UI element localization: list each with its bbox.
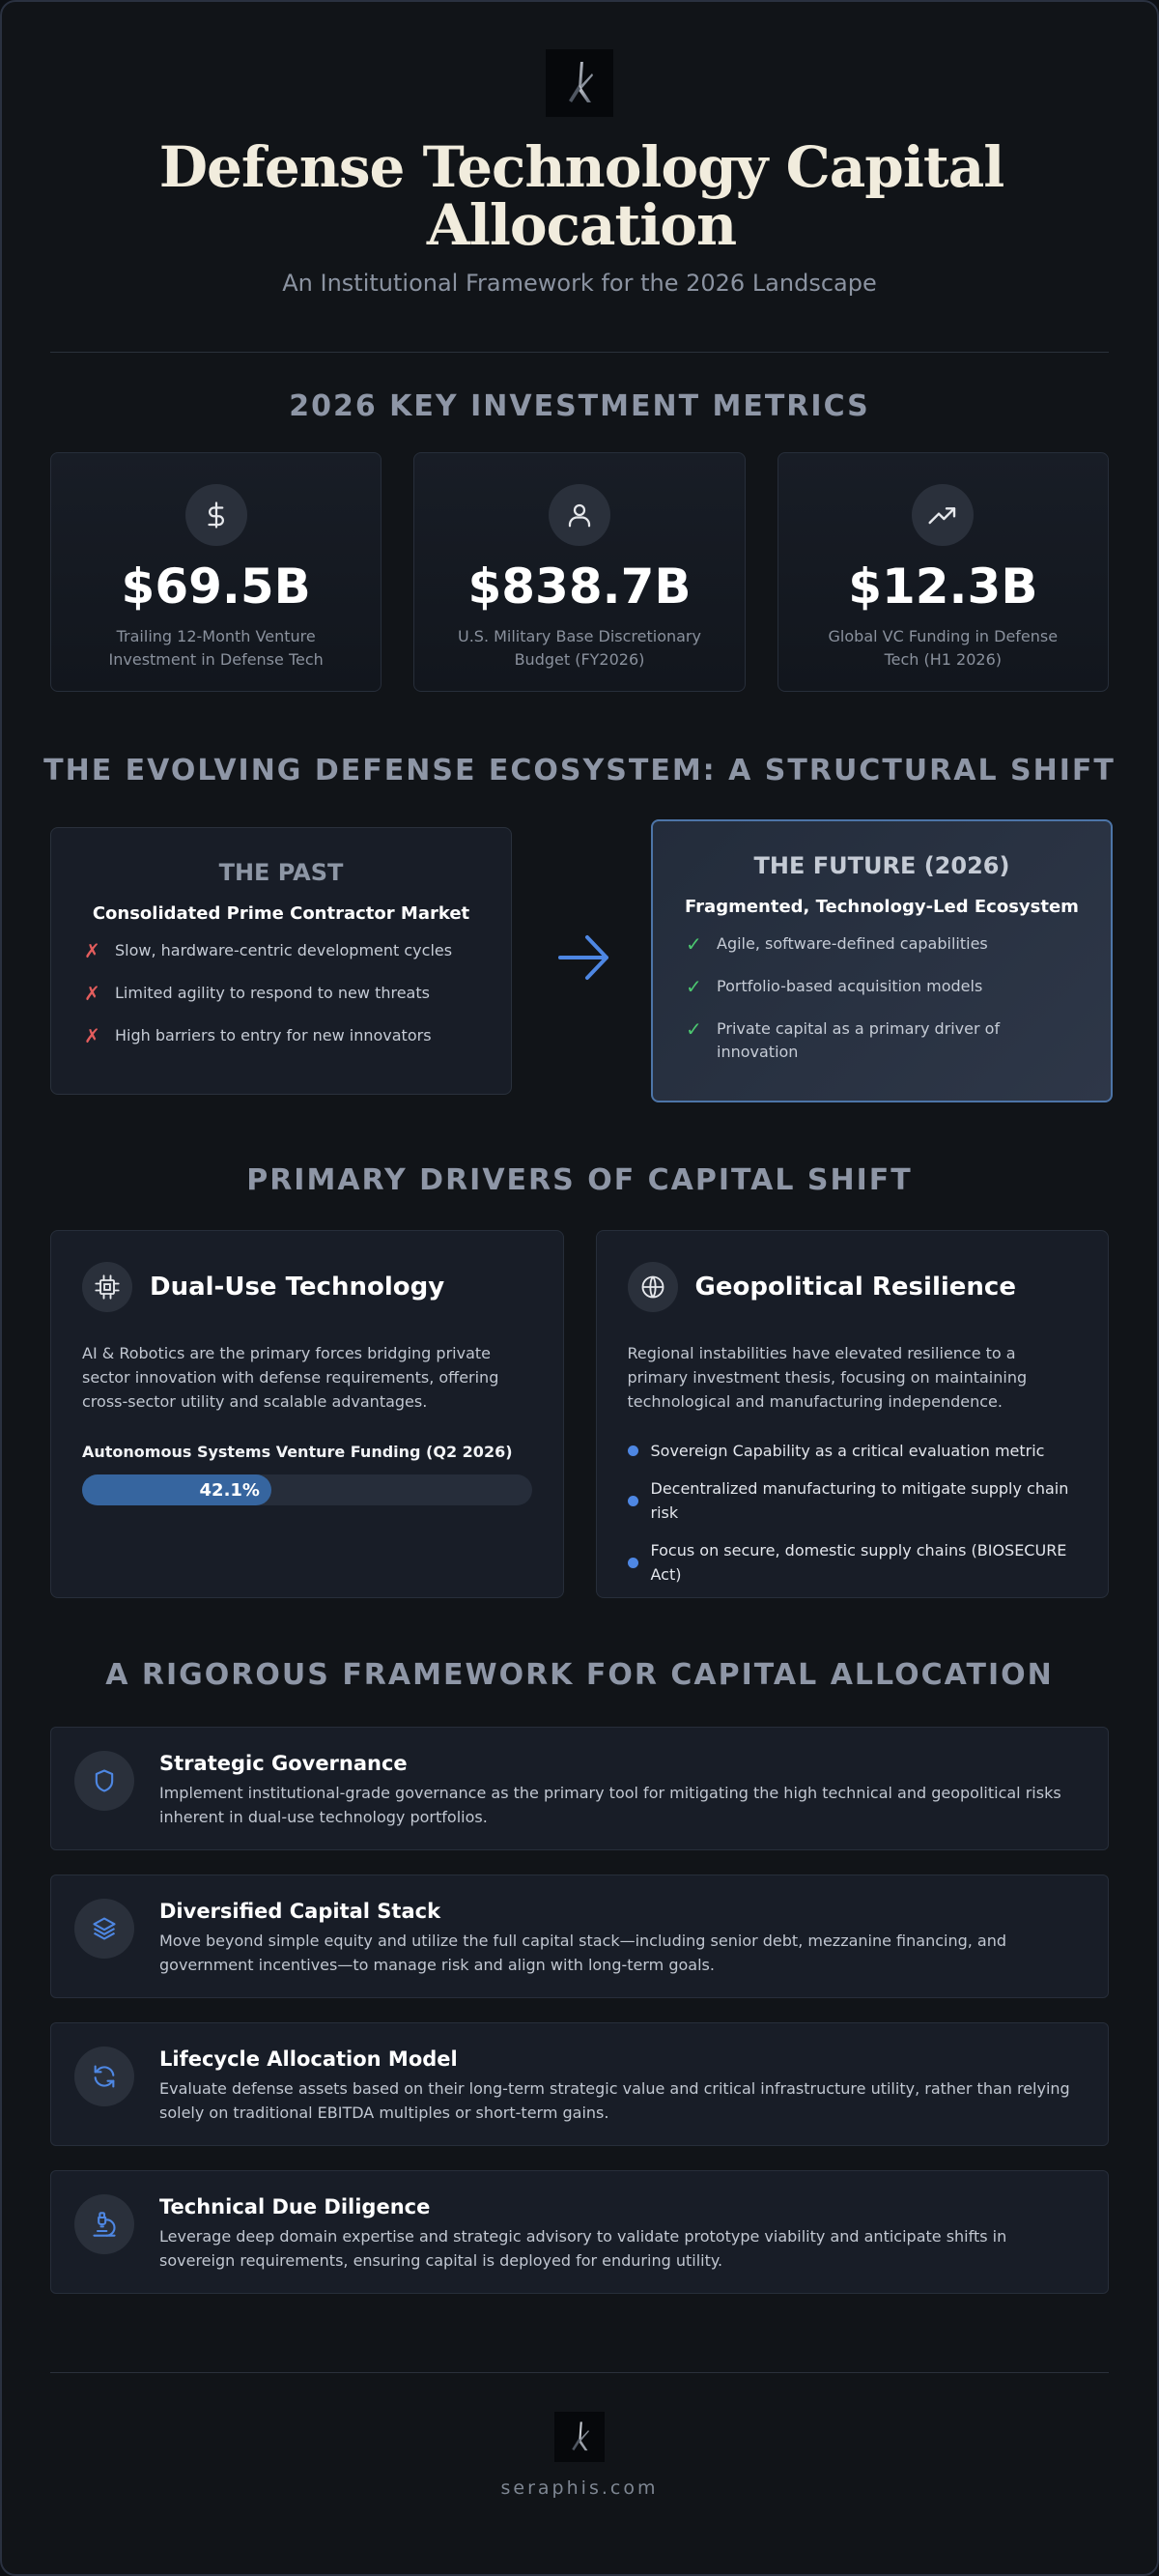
shield-icon xyxy=(74,1751,134,1811)
ecosystem-comparison xyxy=(50,819,1109,1109)
past-heading: THE PAST xyxy=(218,859,344,886)
driver-title: Dual-Use Technology xyxy=(150,1273,445,1302)
arrow-right-icon xyxy=(551,924,618,991)
list-item xyxy=(84,982,478,1005)
brand-logo-mark xyxy=(563,60,596,106)
list-item xyxy=(686,932,1078,956)
funding-label: Autonomous Systems Venture Funding (Q2 2026) xyxy=(82,1443,513,1461)
future-heading: THE FUTURE (2026) xyxy=(753,852,1010,879)
ecosystem-section-title: THE EVOLVING DEFENSE ECOSYSTEM: A STRUCTURAL SHIFT xyxy=(43,754,1116,787)
list-item-text: Portfolio-based acquisition models xyxy=(717,977,983,995)
list-item-text: Private capital as a primary driver of innovation xyxy=(717,1019,1001,1061)
past-list xyxy=(84,939,478,1047)
funding-value: 42.1% xyxy=(199,1479,260,1501)
resilience-list xyxy=(628,1439,1078,1587)
framework-list xyxy=(2,1727,1157,2294)
framework-body xyxy=(159,2194,1085,2270)
drivers-section-title: PRIMARY DRIVERS OF CAPITAL SHIFT xyxy=(246,1163,913,1197)
framework-text: Move beyond simple equity and utilize the full capital stack—including senior debt, mezzanine financing, and government incentives—to manage risk and align with long-term goals. xyxy=(159,1932,1007,1974)
driver-header xyxy=(628,1262,1078,1312)
metrics-row xyxy=(50,452,1109,692)
section-divider xyxy=(50,352,1109,353)
driver-header xyxy=(82,1262,532,1312)
list-item xyxy=(686,1017,1078,1064)
future-list xyxy=(686,932,1078,1064)
list-item xyxy=(84,1024,478,1047)
framework-body xyxy=(159,1899,1085,1974)
metric-label: Global VC Funding in Defense Tech (H1 2026) xyxy=(828,627,1059,669)
list-item xyxy=(84,939,478,962)
framework-card xyxy=(50,2170,1109,2294)
chip-icon xyxy=(82,1262,132,1312)
metric-value: $838.7B xyxy=(467,558,692,615)
list-item-text: Limited agility to respond to new threats xyxy=(115,984,430,1002)
framework-section-title: A RIGOROUS FRAMEWORK FOR CAPITAL ALLOCATION xyxy=(105,1658,1054,1692)
trending-up-icon xyxy=(912,484,974,546)
dollar-icon xyxy=(185,484,247,546)
framework-title: Technical Due Diligence xyxy=(159,2195,431,2218)
footer-logo xyxy=(554,2412,605,2462)
list-item-text: Focus on secure, domestic supply chains (BIOSECURE Act) xyxy=(650,1541,1067,1584)
check-icon: ✓ xyxy=(686,1017,702,1041)
brand-logo xyxy=(546,49,613,117)
framework-text: Leverage deep domain expertise and strategic advisory to validate prototype viability and anticipate shifts in sovereign requirements, ensuring capital is deployed for enduring utility. xyxy=(159,2227,1007,2270)
x-icon: ✗ xyxy=(84,939,100,962)
layers-icon xyxy=(74,1899,134,1959)
driver-title: Geopolitical Resilience xyxy=(694,1273,1016,1302)
metric-label: Trailing 12-Month Venture Investment in Defense Tech xyxy=(108,627,324,669)
list-item xyxy=(628,1476,1078,1525)
page-title: Defense Technology Capital Allocation xyxy=(158,134,1004,258)
list-item xyxy=(628,1439,1078,1463)
driver-description: Regional instabilities have elevated resilience to a primary investment thesis, focusing on maintaining technological and manufacturing independence. xyxy=(627,1344,1028,1411)
framework-title: Diversified Capital Stack xyxy=(159,1900,441,1923)
dual-use-card xyxy=(50,1230,564,1598)
metric-value: $12.3B xyxy=(848,558,1038,615)
future-subheading: Fragmented, Technology-Led Ecosystem xyxy=(685,897,1079,917)
past-subheading: Consolidated Prime Contractor Market xyxy=(92,903,470,924)
metric-card xyxy=(413,452,745,692)
footer-site-link[interactable]: seraphis.com xyxy=(500,2477,659,2499)
driver-description: AI & Robotics are the primary forces bridging private sector innovation with defense requirements, offering cross-sector utility and scalable advantages. xyxy=(82,1344,499,1411)
framework-body xyxy=(159,1751,1085,1826)
funding-progress-bar xyxy=(82,1474,532,1505)
footer-divider xyxy=(50,2372,1109,2373)
metric-card xyxy=(777,452,1109,692)
x-icon: ✗ xyxy=(84,1024,100,1047)
metric-value: $69.5B xyxy=(121,558,311,615)
bullet-dot-icon xyxy=(628,1496,638,1506)
list-item xyxy=(628,1538,1078,1587)
list-item-text: Decentralized manufacturing to mitigate supply chain risk xyxy=(650,1479,1069,1522)
check-icon: ✓ xyxy=(686,932,702,956)
microscope-icon xyxy=(74,2194,134,2254)
framework-card xyxy=(50,2022,1109,2146)
metric-label: U.S. Military Base Discretionary Budget (FY2026) xyxy=(457,627,701,669)
refresh-icon xyxy=(74,2046,134,2106)
list-item-text: High barriers to entry for new innovators xyxy=(115,1026,432,1045)
metric-card xyxy=(50,452,382,692)
framework-title: Lifecycle Allocation Model xyxy=(159,2047,458,2071)
check-icon: ✓ xyxy=(686,975,702,998)
bullet-dot-icon xyxy=(628,1558,638,1568)
geopolitical-card xyxy=(596,1230,1110,1598)
framework-body xyxy=(159,2046,1085,2122)
x-icon: ✗ xyxy=(84,982,100,1005)
framework-text: Implement institutional-grade governance as the primary tool for mitigating the high technical and geopolitical risks inherent in dual-use technology portfolios. xyxy=(159,1784,1061,1826)
framework-card xyxy=(50,1727,1109,1850)
page-subtitle: An Institutional Framework for the 2026 Landscape xyxy=(282,270,877,297)
past-card xyxy=(50,827,512,1095)
metrics-section-title: 2026 KEY INVESTMENT METRICS xyxy=(289,389,870,423)
list-item-text: Agile, software-defined capabilities xyxy=(717,934,988,953)
funding-progress-fill xyxy=(82,1474,271,1505)
framework-card xyxy=(50,1875,1109,1998)
bullet-dot-icon xyxy=(628,1445,638,1456)
user-icon xyxy=(549,484,610,546)
framework-text: Evaluate defense assets based on their long-term strategic value and critical infrastructure utility, rather than relying solely on traditional EBITDA multiples or short-term gains. xyxy=(159,2079,1070,2122)
framework-title: Strategic Governance xyxy=(159,1752,408,1775)
footer-logo-mark xyxy=(568,2419,591,2454)
list-item-text: Sovereign Capability as a critical evaluation metric xyxy=(650,1442,1045,1460)
drivers-row xyxy=(50,1230,1109,1598)
list-item-text: Slow, hardware-centric development cycles xyxy=(115,941,453,959)
list-item xyxy=(686,975,1078,998)
globe-icon xyxy=(628,1262,678,1312)
future-card xyxy=(651,819,1113,1102)
